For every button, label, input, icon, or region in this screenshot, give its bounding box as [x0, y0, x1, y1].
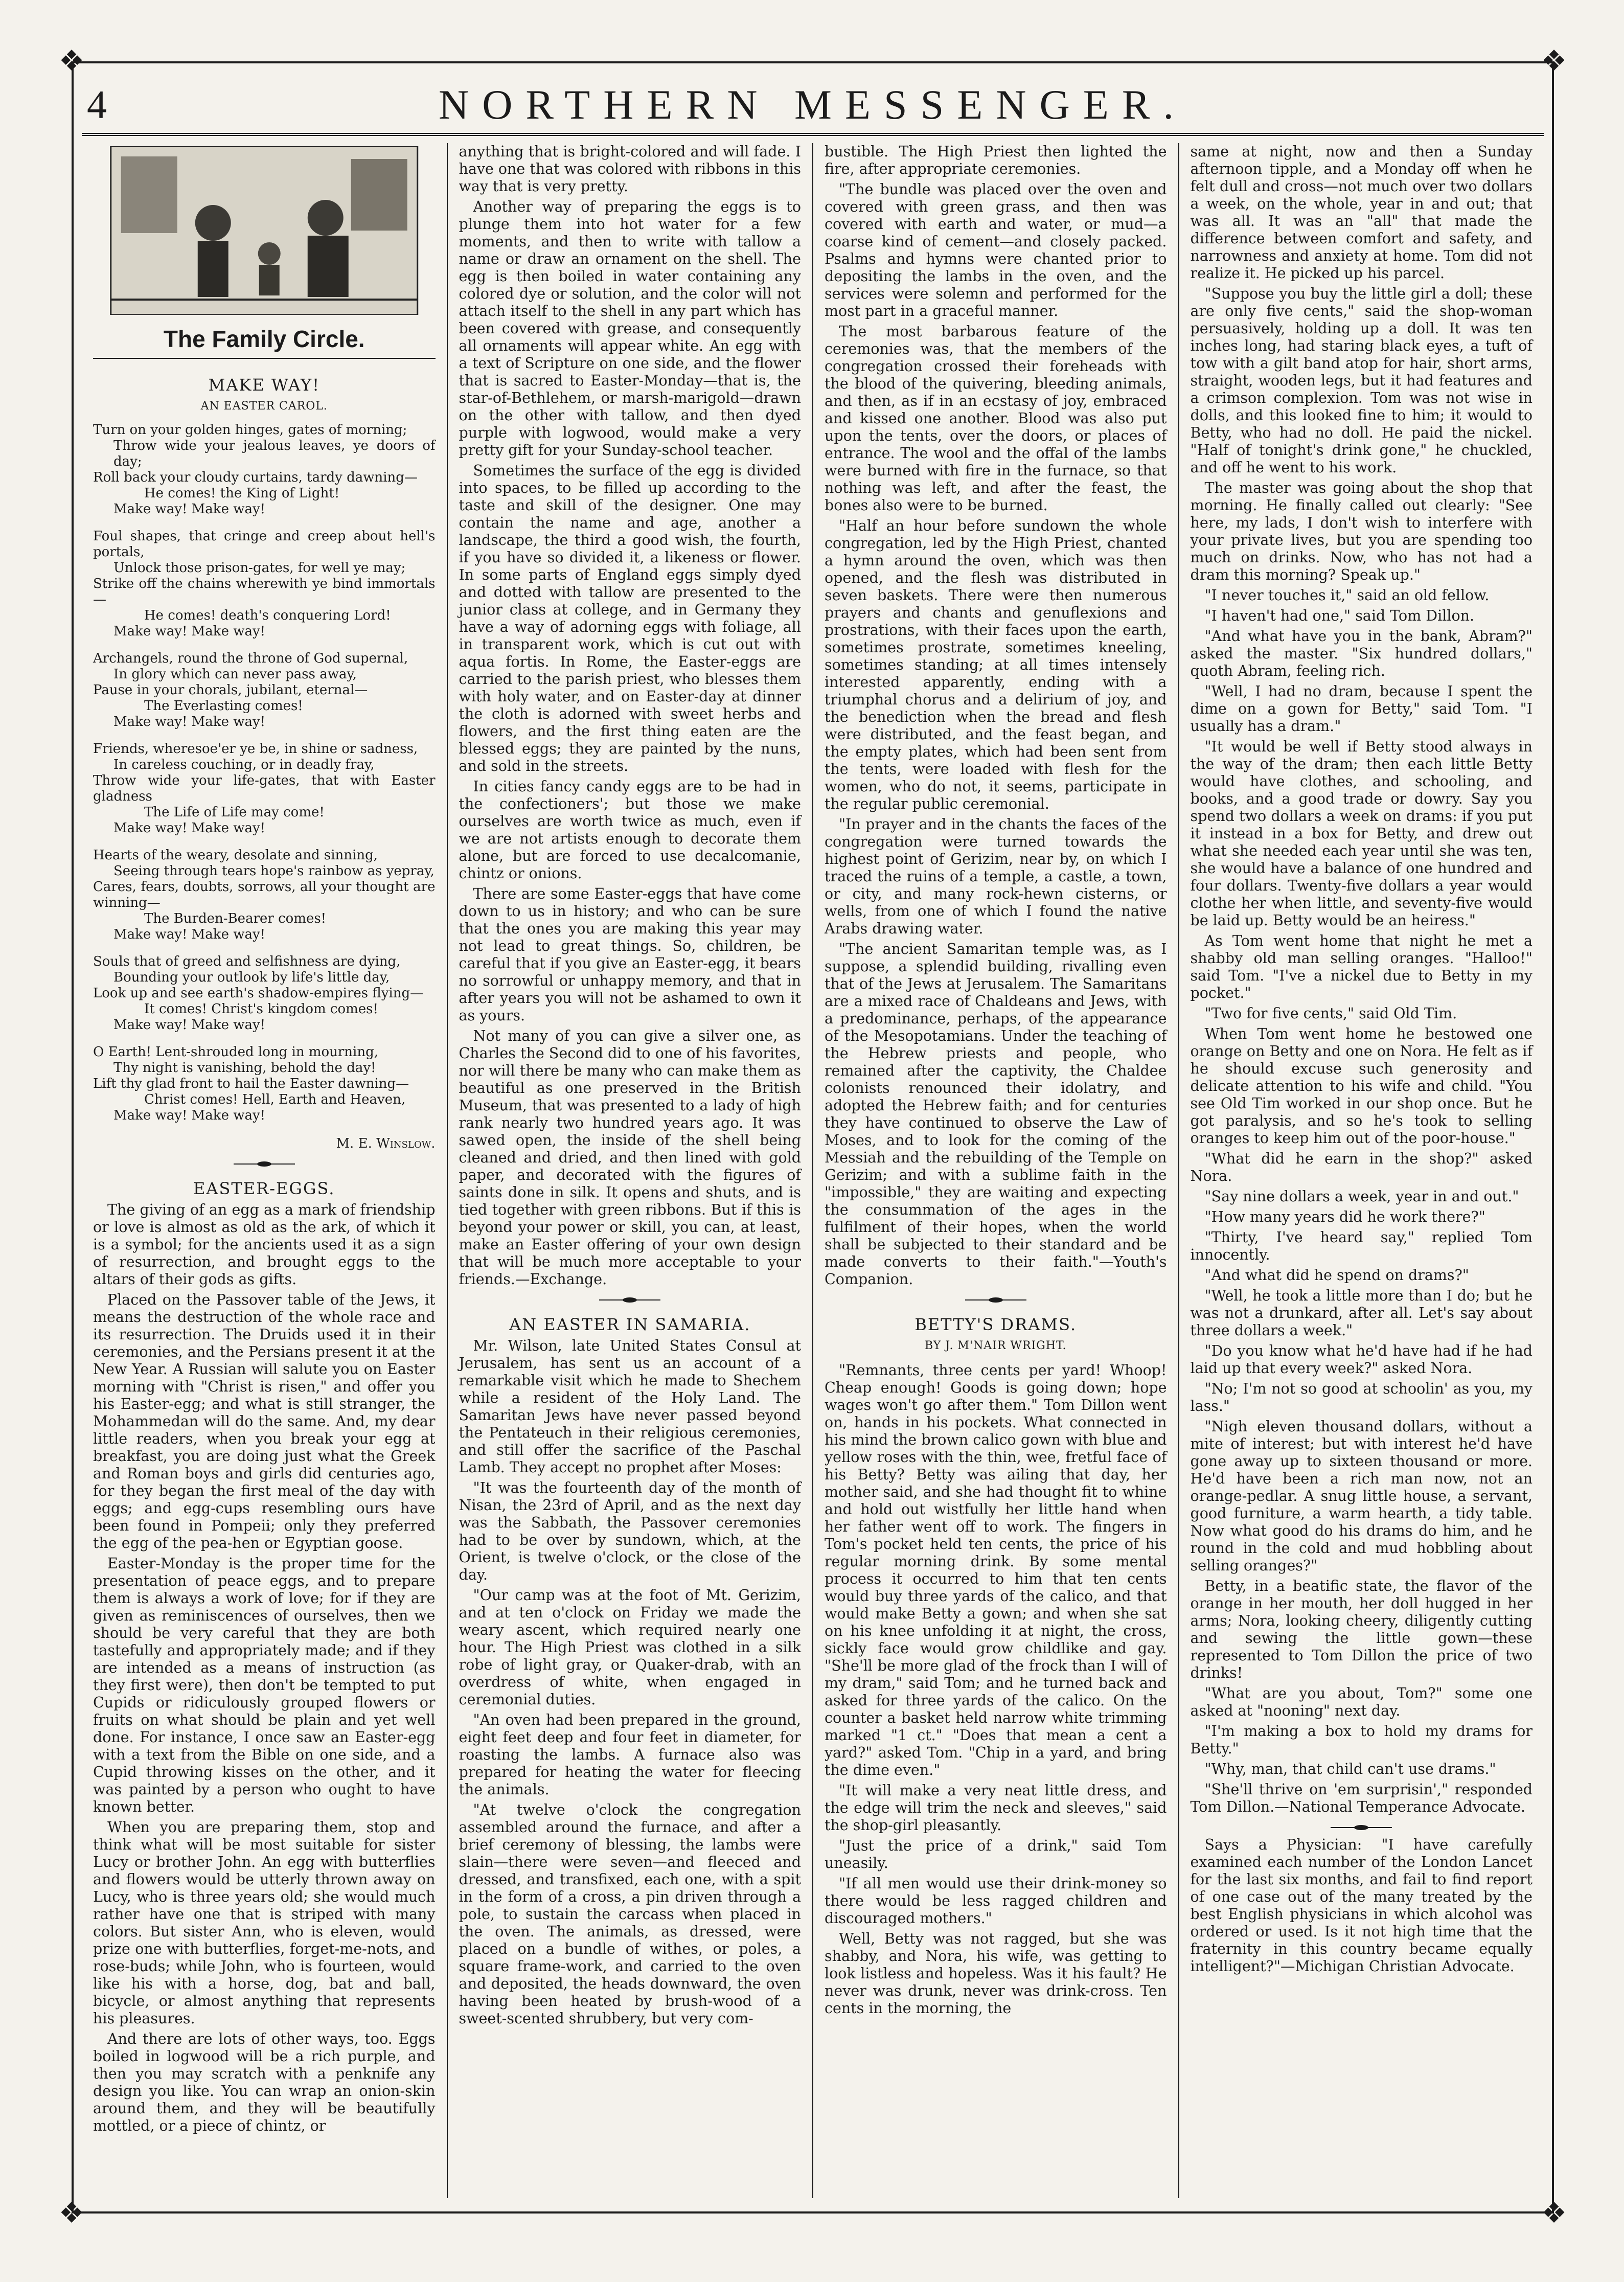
- poem-line: Pause in your chorals, jubilant, eternal—: [93, 682, 368, 698]
- newspaper-page: [58, 44, 1567, 2230]
- poem-stanza: [93, 741, 436, 836]
- paragraph: "I haven't had one," said Tom Dillon.: [1204, 607, 1475, 624]
- poem-line: In careless couching, or in deadly fray,: [113, 757, 375, 772]
- column-1: [82, 143, 448, 2198]
- poem-stanza: [93, 529, 436, 640]
- corner-ornament-icon: ❖: [58, 2197, 85, 2230]
- poem-line: Archangels, round the throne of God supernal,: [93, 651, 408, 666]
- poem-line: In glory which can never pass away,: [113, 667, 357, 682]
- poem-line: Unlock those prison-gates, for well ye may;: [113, 560, 406, 576]
- paragraph: "It would be well if Betty stood always in the way of the dram; then each little Betty would have clothes, and schooling, and books, and a good trade or dowry. Say you spend two dollars a week on drams: if you put it instead in a box for Betty, and drew out what she needed each year until she was ten, she would have a balance of one hundred and four dollars. Twenty-five dollars a year would clothe her when little, and seventy-five would be laid up. Betty would be an heiress.": [1190, 738, 1532, 929]
- article-title: AN EASTER IN SAMARIA.: [509, 1315, 751, 1334]
- paragraph: The giving of an egg as a mark of friendship or love is almost as old as the ark, of which it is a symbol; for the ancients used it as a sign of resurrection, and brought eggs to the altars of their gods as gifts.: [93, 1201, 436, 1288]
- paragraph: Mr. Wilson, late United States Consul at Jerusalem, has sent us an account of a remarkable visit which he made to Shechem while a resident of the Holy Land. The Samaritan Jews have never passed beyond the Pentateuch in their religious ceremonies, and still offer the sacrifice of the Paschal Lamb. They accept no prophet after Moses:: [459, 1337, 801, 1476]
- column-4: [1179, 143, 1544, 2198]
- poem-line: Bounding your outlook by life's little day,: [113, 970, 390, 985]
- paragraph: "It will make a very neat little dress, and the edge will trim the neck and sleeves," said the shop-girl pleasantly.: [825, 1782, 1167, 1834]
- paragraph: "How many years did he work there?": [1204, 1208, 1485, 1225]
- poem-line: Strike off the chains wherewith ye bind immortals—: [93, 576, 436, 607]
- paragraph: "She'll thrive on 'em surprisin'," responded Tom Dillon.—National Temperance Advocate.: [1190, 1781, 1532, 1815]
- poem-line: It comes! Christ's kingdom comes!: [144, 1001, 378, 1017]
- poem-line: Hearts of the weary, desolate and sinning,: [93, 848, 378, 863]
- paragraph: "An oven had been prepared in the ground, eight feet deep and four feet in diameter, for roasting the lambs. A furnace also was prepared for heating the water for fleecing the animals.: [459, 1711, 801, 1798]
- paragraph: "Suppose you buy the little girl a doll; these are only five cents," said the shop-woman persuasively, holding up a doll. It was ten inches long, had staring black eyes, a tuft of tow with a gilt band atop for hair, short arms, straight, wooden legs, but it had features and a crimson complexion. Tom was not wise in dolls, and this looked fine to him; it would to Betty, who had no doll. He paid the nickel. "Half of tonight's drink gone," he chuckled, and off he went to his work.: [1190, 285, 1532, 476]
- poem-author: M. E. Winslow.: [336, 1136, 436, 1151]
- poem-line: The Everlasting comes!: [144, 698, 303, 714]
- corner-ornament-icon: ❖: [58, 44, 85, 78]
- paragraph: "No; I'm not so good at schoolin' as you, my lass.": [1190, 1380, 1532, 1414]
- paragraph: "I never touches it," said an old fellow.: [1204, 587, 1490, 604]
- paragraph: "Half an hour before sundown the whole congregation, led by the High Priest, chanted a hymn around the oven, which was then opened, and the flesh was distributed in seven baskets. There were then numerous prayers and chants and genuflexions and prostrations, with their faces upon the earth, sometimes prostrate, sometimes kneeling, sometimes standing; at all times intensely interested apparently, ending with a triumphal chorus and a delirium of joy, and the benediction when the bread and flesh were distributed, and the feast began, and the empty plates, which had been sent from the tents, were loaded with flesh for the women, who do not, it seems, participate in the regular public ceremonial.: [825, 517, 1167, 812]
- paragraph: "Nigh eleven thousand dollars, without a mite of interest; but with interest he'd have gone away up to sixteen thousand or more. He'd have been a rich man now, not an orange-pedlar. A snug little house, a servant, good furniture, a warm hearth, a tidy table. Now what good do his drams do him, and he round in the cold and mud hobbling about selling oranges?": [1190, 1418, 1532, 1574]
- poem-line: Roll back your cloudy curtains, tardy dawning—: [93, 470, 418, 485]
- paragraph: As Tom went home that night he met a shabby old man selling oranges. "Halloo!" said Tom. "I've a nickel due to Betty in my pocket.": [1190, 932, 1532, 1001]
- poem-line: Throw wide your jealous leaves, ye doors of day;: [113, 438, 436, 469]
- newspaper-title: NORTHERN MESSENGER.: [438, 81, 1187, 128]
- paragraph: "In prayer and in the chants the faces of the congregation were turned towards the highest point of Gerizim, near by, on which I traced the ruins of a temple, a castle, a town, or city, and many rock-hewn cisterns, or wells, from one of which I found the native Arabs drawing water.: [825, 816, 1167, 937]
- family-circle-illustration: [93, 146, 436, 315]
- poem-title: MAKE WAY!: [208, 375, 320, 395]
- poem-line: Make way! Make way!: [113, 624, 266, 639]
- poem-line: Make way! Make way!: [113, 1017, 266, 1033]
- divider-ornament-icon: [599, 1296, 660, 1304]
- paragraph: When you are preparing them, stop and think what will be most suitable for sister Lucy or brother John. An egg with butterflies and flowers would be utterly thrown away on Lucy, who is three years old; she would much rather have one that is striped with many colors. But sister Ann, who is eleven, would prize one with butterflies, forget-me-nots, and rose-buds; while John, who is fourteen, would like his with a horse, dog, bat and ball, bicycle, or almost anything that represents his pleasures.: [93, 1819, 436, 2027]
- poem-line: Souls that of greed and selfishness are dying,: [93, 954, 401, 969]
- poem-line: Make way! Make way!: [113, 927, 266, 942]
- poem-line: Lift thy glad front to hail the Easter dawning—: [93, 1076, 409, 1091]
- paragraph: And there are lots of other ways, too. Eggs boiled in logwood will be a rich purple, and then you may scratch with a penknife any design you like. You can wrap an onion-skin around them, and they will be beautifully mottled, or a piece of chintz, or: [93, 2030, 436, 2134]
- paragraph: Betty, in a beatific state, the flavor of the orange in her mouth, her doll hugged in her arms; Nora, looking cheery, diligently cutting and sewing the little gown—these represented to Tom Dillon the price of two drinks!: [1190, 1578, 1532, 1681]
- poem-line: Christ comes! Hell, Earth and Heaven,: [144, 1092, 406, 1107]
- poem-line: Thy night is vanishing, behold the day!: [113, 1060, 376, 1076]
- poem-line: Make way! Make way!: [113, 714, 266, 729]
- poem-line: Make way! Make way!: [113, 820, 266, 836]
- paragraph: "The ancient Samaritan temple was, as I suppose, a splendid building, rivalling even that of the Jews at Jerusalem. The Samaritans are a mixed race of Chaldeans and Jews, with a predominance, perhaps, of the appearance of the Mesopotamians. Under the teaching of the Hebrew priests and people, who remained after the captivity, the Chaldee colonists renounced their idolatry, and adopted the Hebrew faith; and for centuries they have continued to observe the Law of Moses, and to look for the coming of the Messiah and the rebuilding of the Temple on Gerizim; and with a sublime faith in the "impossible," they are waiting and expecting the consummation of the ages in the fulfilment of their hopes, when the world shall be subjected to their standard and be made converts to their faith."—Youth's Companion.: [825, 941, 1167, 1288]
- poem-line: Look up and see earth's shadow-empires flying—: [93, 986, 424, 1001]
- paragraph: "Thirty, I've heard say," replied Tom innocently.: [1190, 1229, 1532, 1263]
- paragraph: When Tom went home he bestowed one orange on Betty and one on Nora. He felt as if he should excuse such generosity and delicate attention to his wife and child. "You see Old Tim worked in our shop once. But he got paralysis, and so he's took to selling oranges to keep him out of the poor-house.": [1190, 1025, 1532, 1147]
- poem-line: Throw wide your life-gates, that with Easter gladness: [93, 773, 436, 804]
- divider-ornament-icon: [234, 1160, 295, 1168]
- poem-line: The Life of Life may come!: [144, 805, 325, 820]
- poem-line: Turn on your golden hinges, gates of morning;: [93, 422, 407, 438]
- paragraph: "If all men would use their drink-money so there would be less ragged children and discouraged mothers.": [825, 1875, 1167, 1927]
- paragraph: Placed on the Passover table of the Jews, it means the destruction of the whole race and its resurrection. The Druids used it in their ceremonies, and the Persians present it at the New Year. A Russian will salute you on Easter morning with "Christ is risen," and offer you his Easter-egg; and what is still stranger, the Mohammedan will do the same. And, my dear little readers, when you break your egg at breakfast, you are doing just what the Greek and Roman boys and girls did centuries ago, for they began the first meal of the day with eggs; and egg-cups resembling ours have been found in Pompeii; only they preferred the egg of the pea-hen or Egyptian goose.: [93, 1291, 436, 1551]
- paragraph: "The bundle was placed over the oven and covered with green grass, and then was covered with earth and water, or mud—a coarse kind of cement—and closely packed. Psalms and hymns were chanted prior to depositing the lambs in the oven, and the services were solemn and performed for the most part in a graceful manner.: [825, 181, 1167, 320]
- paragraph: bustible. The High Priest then lighted the fire, after appropriate ceremonies.: [825, 143, 1167, 177]
- paragraph: "Our camp was at the foot of Mt. Gerizim, and at ten o'clock on Friday we made the weary ascent, which required nearly one hour. The High Priest was clothed in a silk robe of light gray, or Quaker-drab, with an overdress of white, when engaged in ceremonial duties.: [459, 1587, 801, 1708]
- paragraph: "Remnants, three cents per yard! Whoop! Cheap enough! Goods is going down; hope wages won't go after them." Tom Dillon went on, hands in his pockets. What connected in his mind the brown calico gown with blue and yellow roses with the thin, wee, fretful face of his Betty? Betty was ailing that day, her mother said, and she had thought fit to whine and hold out wistfully her little hand when her father went off to work. The fingers in Tom's pocket held ten cents, the price of his regular morning drink. By some mental process it occurred to him that ten cents would buy three yards of the calico, and that would make Betty a gown; and when she sat on his knee unfolding it at night, the cross, sickly face would grow childlike and gay. "She'll be more glad of the frock than I will of my dram," said Tom; and he turned back and asked for three yards of the calico. On the counter a basket held narrow white trimming marked "1 ct." "Does that mean a cent a yard?" asked Tom. "Chip in a yard, and bring the dime even.": [825, 1362, 1167, 1778]
- poem-line: Make way! Make way!: [113, 501, 266, 517]
- article-title: EASTER-EGGS.: [193, 1179, 335, 1198]
- paragraph: "Well, he took a little more than I do; but he was not a drunkard, after all. Let's say about three dollars a week.": [1190, 1287, 1532, 1339]
- poem-line: Make way! Make way!: [113, 1108, 266, 1123]
- paragraph: Sometimes the surface of the egg is divided into spaces, to be filled up according to the taste and skill of the designer. One may contain the name and age, another a landscape, the third a good wish, the fourth, if you have so divided it, a likeness or flower. In some parts of England eggs simply dyed and dotted with tallow are presented to the junior class at college, and in Germany they have a way of adorning eggs with foliage, all in transparent work, which is cut out with aqua fortis. In Rome, the Easter-eggs are carried to the parish priest, who blesses them with holy water, and on Easter-day at dinner the cloth is adorned with sweet herbs and flowers, and the first thing eaten are the blessed eggs; they are painted by the nuns, and sold in the streets.: [459, 462, 801, 774]
- paragraph: Easter-Monday is the proper time for the presentation of peace eggs, and to prepare them is always a work of love; for if they are given as reminiscences of ourselves, then we should be very careful that they are both tastefully and appropriately made; and if they are intended as a means of instruction (as they first were), then don't be tempted to put Cupids or ridiculously grouped flowers or fruits on what should be plain and yet well done. For instance, I once saw an Easter-egg with a text from the Bible on one side, and a Cupid throwing kisses on the other, and it was painted by a person who ought to have known better.: [93, 1555, 436, 1815]
- poem-stanza: [93, 1044, 436, 1124]
- byline: BY J. M'NAIR WRIGHT.: [925, 1339, 1067, 1352]
- poem: [93, 422, 436, 1124]
- paragraph: "I'm making a box to hold my drams for Betty.": [1190, 1723, 1532, 1757]
- corner-ornament-icon: ❖: [1541, 44, 1567, 78]
- masthead-bar: [82, 77, 1544, 136]
- poem-stanza: [93, 651, 436, 730]
- poem-line: He comes! the King of Light!: [144, 486, 340, 501]
- poem-subtitle: AN EASTER CAROL.: [200, 400, 328, 413]
- poem-line: Seeing through tears hope's rainbow as yepray,: [113, 863, 434, 879]
- poem-stanza: [93, 954, 436, 1033]
- paragraph: Another way of preparing the eggs is to plunge them into hot water for a few moments, and then to write with tallow a name or draw an ornament on the shell. The egg is then boiled in water containing any colored dye or solution, and the color will not attach itself to the shell in any part which has been covered with grease, and consequently all ornaments will appear white. An egg with a text of Scripture on one side, and the flower that is sacred to Easter-Monday—that is, the star-of-Bethlehem, or marsh-marigold—drawn on the other with tallow, and then dyed purple with logwood, would make a very pretty gift for your Sunday-school teacher.: [459, 198, 801, 459]
- paragraph: There are some Easter-eggs that have come down to us in history; and who can be sure that the ones you are making this year may not lead to great things. So, children, be careful that if you give an Easter-egg, it bears no sorrowful or unhappy memory, and that in after years you will not be ashamed to own it as yours.: [459, 885, 801, 1024]
- poem-line: O Earth! Lent-shrouded long in mourning,: [93, 1044, 379, 1060]
- divider-ornament-icon: [1331, 1824, 1392, 1831]
- poem-line: The Burden-Bearer comes!: [144, 911, 327, 926]
- paragraph: "Two for five cents," said Old Tim.: [1204, 1005, 1457, 1022]
- poem-line: Foul shapes, that cringe and creep about hell's portals,: [93, 529, 436, 560]
- paragraph: "What are you about, Tom?" some one asked at "nooning" next day.: [1190, 1685, 1532, 1719]
- paragraph: "It was the fourteenth day of the month of Nisan, the 23rd of April, and as the next day was the Sabbath, the Passover ceremonies had to be over by sundown, which, at the Orient, is twelve o'clock, or the close of the day.: [459, 1479, 801, 1583]
- paragraph: "And what did he spend on drams?": [1204, 1267, 1469, 1284]
- column-2: [448, 143, 814, 2198]
- paragraph: The master was going about the shop that morning. He finally called out clearly: "See here, my lads, I don't wish to interfere with your private lives, but you are spending too much on drinks. Now, who has not had a dram this morning? Speak up.": [1190, 480, 1532, 583]
- paragraph: "And what have you in the bank, Abram?" asked the master. "Six hundred dollars," quoth Abram, feeling rich.: [1190, 628, 1532, 679]
- poem-stanza: [93, 848, 436, 943]
- physician-note: Says a Physician: "I have carefully examined each number of the London Lancet for the last six months, and fail to find report of one case out of the many treated by the best English physicians in which alcohol was ordered or used. Is it not high time that the fraternity in this country became equally intelligent?"—Michigan Christian Advocate.: [1190, 1836, 1532, 1975]
- paragraph: "At twelve o'clock the congregation assembled around the furnace, and after a brief ceremony of blessing, the lambs were slain—there were seven—and fleeced and dressed, and transfixed, each one, with a spit in the form of a cross, a pin driven through a pole, to sustain the carcass when placed in the oven. The animals, as dressed, were placed on a bundle of withes, or poles, a square frame-work, and carried to the oven and deposited, the heads downward, the oven having been heated by brush-wood of a sweet-scented shrubbery, but very com-: [459, 1801, 801, 2027]
- paragraph: The most barbarous feature of the ceremonies was, that the members of the congregation crossed their foreheads with the blood of the quivering, bleeding animals, and then, as if in an ecstasy of joy, embraced and kissed one another. Blood was also put upon the tents, over the doors, or places of entrance. The wool and the offal of the lambs were burned with fire in the furnace, so that nothing was left, and after the feast, the bones also were to be burned.: [825, 323, 1167, 514]
- page-number: 4: [87, 82, 107, 127]
- poem-line: Friends, wheresoe'er ye be, in shine or sadness,: [93, 741, 418, 757]
- poem-line: He comes! death's conquering Lord!: [144, 608, 391, 623]
- column-3: [813, 143, 1179, 2198]
- paragraph: same at night, now and then a Sunday afternoon tipple, and a Monday off when he felt dull and cross—not much over two dollars a week, on the whole, year in and out; that was all. It was an "all" that made the difference between comfort and safety, and narrowness and anxiety at home. Tom did not realize it. He picked up his parcel.: [1190, 143, 1532, 282]
- paragraph: anything that is bright-colored and will fade. I have one that was colored with ribbons in this way that is very pretty.: [459, 143, 801, 195]
- section-title: The Family Circle.: [93, 330, 436, 359]
- paragraph: In cities fancy candy eggs are to be had in the confectioners'; but those we make ourselves are worth twice as much, even if we are not artists enough to decorate them alone, but are forced to use decalcomanie, chintz or onions.: [459, 778, 801, 882]
- poem-stanza: [93, 422, 436, 517]
- paragraph: "Just the price of a drink," said Tom uneasily.: [825, 1837, 1167, 1872]
- paragraph: "Do you know what he'd have had if he had laid up that every week?" asked Nora.: [1190, 1342, 1532, 1377]
- paragraph: "Why, man, that child can't use drams.": [1204, 1761, 1496, 1777]
- paragraph: "Well, I had no dram, because I spent the dime on a gown for Betty," said Tom. "I usually has a dram.": [1190, 683, 1532, 735]
- poem-line: Cares, fears, doubts, sorrows, all your thought are winning—: [93, 879, 436, 910]
- paragraph: "Say nine dollars a week, year in and out.": [1204, 1188, 1519, 1205]
- columns: [82, 143, 1544, 2198]
- paragraph: Well, Betty was not ragged, but she was shabby, and Nora, his wife, was getting to look listless and hopeless. Was it his fault? He never was drunk, never was drink-cross. Ten cents in the morning, the: [825, 1930, 1167, 2017]
- paragraph: "What did he earn in the shop?" asked Nora.: [1190, 1150, 1532, 1184]
- article-title: BETTY'S DRAMS.: [914, 1315, 1077, 1334]
- corner-ornament-icon: ❖: [1541, 2197, 1567, 2230]
- divider-ornament-icon: [965, 1296, 1026, 1304]
- paragraph: Not many of you can give a silver one, as Charles the Second did to one of his favorites, nor will there be many who can make them as beautiful as one preserved in the British Museum, that was presented to a lady of high rank nearly two hundred years ago. It was sawed open, the inside of the shell being cleaned and dried, and then lined with gold paper, and decorated with the figures of saints done in silk. It opens and shuts, and is tied together with green ribbons. But if this is beyond your power or skill, you can, at least, make an Easter offering of your own design that will be much more acceptable to your friends.—Exchange.: [459, 1028, 801, 1288]
